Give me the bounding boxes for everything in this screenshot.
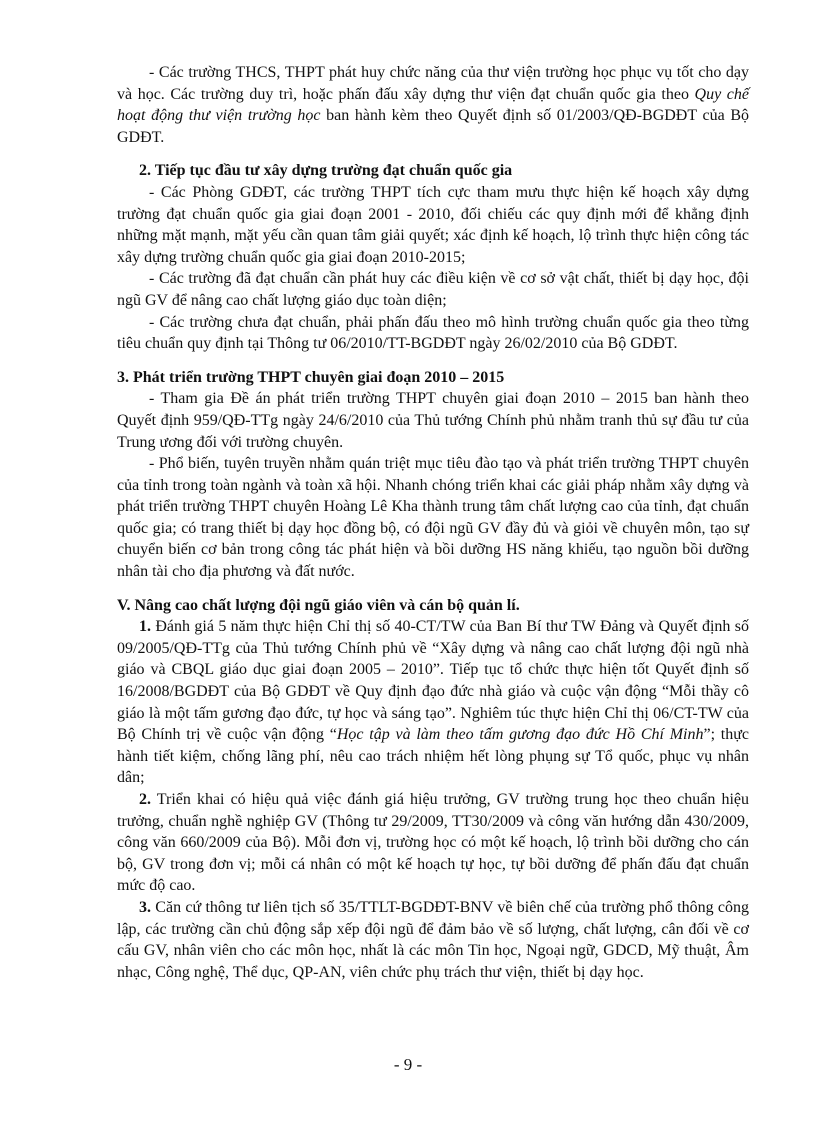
paragraph-v1 — [117, 616, 749, 789]
paragraph-specialized-dissemination: - Phổ biến, tuyên truyền nhằm quán triệt mục tiêu đào tạo và phát triển trường THPT chuyên của tỉnh trong toàn ngành và toàn xã hội. Nhanh chóng triển khai các giải pháp nhằm xây dựng và phát triển trường THPT chuyên Hoàng Lê Kha thành trung tâm chất lượng cao của tỉnh, đạt chuẩn quốc gia; có trang thiết bị dạy học đồng bộ, có đội ngũ GV đầy đủ và giỏi về chuyên môn, tạo sự chuyển biến cơ bản trong công tác phát hiện và bồi dưỡng HS năng khiếu, tạo nguồn bồi dưỡng nhân tài cho địa phương và đất nước. — [117, 455, 749, 581]
paragraph-specialized-project: - Tham gia Đề án phát triển trường THPT chuyên giai đoạn 2010 – 2015 ban hành theo Quyết định 959/QĐ-TTg ngày 24/6/2010 của Thủ tướng Chính phủ nhằm tranh thủ sự đầu tư của Trung ương đối với trường chuyên. — [117, 390, 749, 451]
paragraph-text: - Các trường THCS, THPT phát huy chức năng của thư viện trường học phục vụ tốt cho dạy và học. Các trường duy trì, hoặc phấn đấu xây dựng thư viện đạt chuẩn quốc gia theo — [117, 64, 749, 103]
page-number: - 9 - — [393, 1055, 423, 1074]
italic-document-title: Quy chế hoạt động thư viện trường học — [117, 85, 749, 125]
paragraph-v2 — [117, 789, 749, 897]
paragraph-standard-schools: - Các Phòng GDĐT, các trường THPT tích cực tham mưu thực hiện kế hoạch xây dựng trường đạt chuẩn quốc gia giai đoạn 2001 - 2010, đối chiếu các quy định mới để khẳng định những mặt mạnh, mặt yếu cần quan tâm giải quyết; xác định kế hoạch, lộ trình thực hiện công tác xây dựng trường chuẩn quốc gia giai đoạn 2010-2015; — [117, 183, 749, 266]
heading-section-3: 3. Phát triển trường THPT chuyên giai đoạn 2010 – 2015 — [117, 368, 505, 386]
paragraph-library — [117, 62, 749, 148]
heading-section-v: V. Nâng cao chất lượng đội ngũ giáo viên và cán bộ quản lí. — [117, 596, 520, 614]
paragraph-v3 — [117, 897, 749, 983]
item-number: 1. — [139, 618, 151, 636]
paragraph-text: ”; thực hành tiết kiệm, chống lãng phí, nêu cao trách nhiệm hết lòng phụng sự Tổ quốc, phục vụ nhân dân; — [117, 726, 750, 787]
paragraph-text: Đánh giá 5 năm thực hiện Chỉ thị số 40-CT/TW của Ban Bí thư TW Đảng và Quyết định số 09/2005/QĐ-TTg của Thủ tướng Chính phủ về “Xây dựng và nâng cao chất lượng đội ngũ nhà giáo và CBQL giáo dục giai đoạn 2005 – 2010”. Tiếp tục tổ chức thực hiện tốt Quyết định số 16/2008/BGDĐT của Bộ GDĐT về Quy định đạo đức nhà giáo và cuộc vận động “Mỗi thầy cô giáo là một tấm gương đạo đức, tự học và sáng tạo”. Nghiêm túc thực hiện Chỉ thị 06/CT-TW của Bộ Chính trị về cuộc vận động “ — [117, 618, 749, 744]
paragraph-text: Căn cứ thông tư liên tịch số 35/TTLT-BGDĐT-BNV về biên chế của trường phổ thông công lập, các trường cần chủ động sắp xếp đội ngũ để đảm bảo về số lượng, chất lượng, cân đối về cơ cấu GV, nhân viên cho các môn học, nhất là các môn Tin học, Ngoại ngữ, GDCD, Mỹ thuật, Âm nhạc, Công nghệ, Thể dục, QP-AN, viên chức phụ trách thư viện, thiết bị dạy học. — [117, 898, 749, 981]
paragraph-achieved-schools: - Các trường đã đạt chuẩn cần phát huy các điều kiện về cơ sở vật chất, thiết bị dạy học, đội ngũ GV để nâng cao chất lượng giáo dục toàn diện; — [117, 270, 749, 309]
item-number: 3. — [139, 898, 151, 916]
document-body — [117, 62, 749, 983]
heading-section-2: 2. Tiếp tục đầu tư xây dựng trường đạt chuẩn quốc gia — [139, 162, 513, 180]
italic-campaign-name: Học tập và làm theo tấm gương đạo đức Hồ Chí Minh — [336, 726, 704, 744]
paragraph-unachieved-schools: - Các trường chưa đạt chuẩn, phải phấn đấu theo mô hình trường chuẩn quốc gia theo từng tiêu chuẩn quy định tại Thông tư 06/2010/TT-BGDĐT ngày 26/02/2010 của Bộ GDĐT. — [117, 313, 749, 353]
item-number: 2. — [139, 791, 151, 808]
paragraph-text: Triển khai có hiệu quả việc đánh giá hiệu trưởng, GV trường trung học theo chuẩn hiệu trưởng, chuẩn nghề nghiệp GV (Thông tư 29/2009, TT30/2009 và công văn hướng dẫn 430/2009, công văn 660/2009 của Bộ). Mỗi đơn vị, trường học có một kế hoạch, lộ trình bồi dưỡng cho cán bộ, GV trong đơn vị; mỗi cá nhân có một kế hoạch tự học, tự bồi dưỡng để phấn đấu đạt chuẩn mức độ cao. — [117, 791, 749, 895]
paragraph-text: ban hành kèm theo Quyết định số 01/2003/QĐ-BGDĐT của Bộ GDĐT. — [117, 107, 750, 146]
